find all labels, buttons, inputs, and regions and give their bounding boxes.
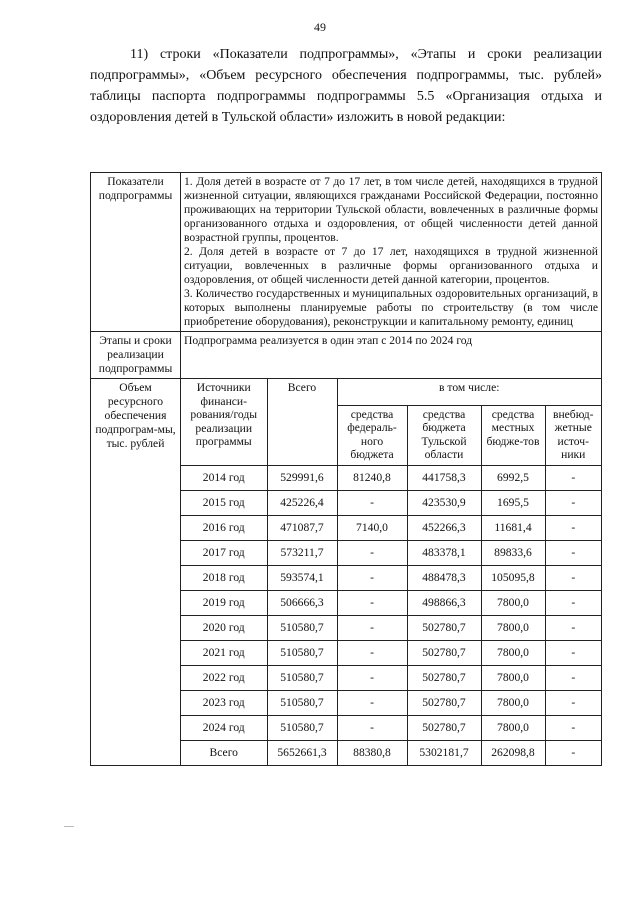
finance-cell-year: 2022 год: [181, 665, 267, 690]
federal-header: средства федераль-ного бюджета: [337, 405, 407, 465]
finance-cell-extra: -: [545, 490, 601, 515]
finance-row: [181, 615, 601, 640]
extra-header: внебюд-жетные источ-ники: [545, 405, 601, 465]
indicator-item: 1. Доля детей в возрасте от 7 до 17 лет, в том числе детей, находящихся в трудной жизненной ситуации, являющихся гражданами Российской Федерации, постоянно проживающих на территории Тульской области, вовлеченных в различные формы организованного отдыха и оздоровления, от общей численности детей данной возрастной группы, процентов.: [184, 175, 598, 244]
finance-cell-extra: -: [545, 540, 601, 565]
finance-cell-year: Всего: [181, 740, 267, 765]
finance-cell-federal: 81240,8: [337, 465, 407, 490]
finance-cell-local: 7800,0: [481, 690, 545, 715]
finance-cell-regional: 502780,7: [407, 690, 481, 715]
finance-row: [181, 465, 601, 490]
finance-cell-extra: -: [545, 565, 601, 590]
finance-cell-extra: -: [545, 590, 601, 615]
finance-cell-year: 2019 год: [181, 590, 267, 615]
finance-cell-local: 6992,5: [481, 465, 545, 490]
finance-cell-local: 105095,8: [481, 565, 545, 590]
finance-cell-total: 593574,1: [267, 565, 337, 590]
finance-cell-year: 2017 год: [181, 540, 267, 565]
finance-cell-total: 573211,7: [267, 540, 337, 565]
finance-header-row: [181, 379, 601, 405]
finance-cell-extra: -: [545, 640, 601, 665]
finance-cell-year: 2015 год: [181, 490, 267, 515]
finance-cell-federal: 7140,0: [337, 515, 407, 540]
finance-cell-year: 2024 год: [181, 715, 267, 740]
regional-header: средства бюджета Тульской области: [407, 405, 481, 465]
finance-cell-federal: -: [337, 715, 407, 740]
finance-cell-year: 2021 год: [181, 640, 267, 665]
finance-cell-total: 510580,7: [267, 640, 337, 665]
intro-paragraph: 11) строки «Показатели подпрограммы», «Этапы и сроки реализации подпрограммы», «Объем ресурсного обеспечения подпрограммы, тыс. рублей» таблицы паспорта подпрограммы подпрограммы 5.5 «Организация отдыха и оздоровления детей в Тульской области» изложить в новой редакции:: [90, 47, 602, 125]
finance-row: [181, 540, 601, 565]
finance-cell-federal: -: [337, 640, 407, 665]
finance-cell-regional: 502780,7: [407, 665, 481, 690]
finance-cell-regional: 441758,3: [407, 465, 481, 490]
finance-cell-regional: 423530,9: [407, 490, 481, 515]
indicator-item: 3. Количество государственных и муниципальных оздоровительных организаций, в которых выполнены планируемые работы по строительству (в том числе приобретение оборудования), реконструкции и капитальному ремонту, единиц: [184, 287, 598, 328]
local-header: средства местных бюдже-тов: [481, 405, 545, 465]
scan-mark: [64, 826, 74, 827]
finance-row: [181, 490, 601, 515]
finance-cell-local: 7800,0: [481, 590, 545, 615]
finance-cell-federal: -: [337, 490, 407, 515]
finance-cell-extra: -: [545, 515, 601, 540]
finance-cell-regional: 502780,7: [407, 715, 481, 740]
finance-cell-federal: -: [337, 565, 407, 590]
finance-cell-total: 529991,6: [267, 465, 337, 490]
finance-cell-total: 510580,7: [267, 615, 337, 640]
finance-cell-local: 7800,0: [481, 715, 545, 740]
finance-cell-extra: -: [545, 465, 601, 490]
finance-cell-regional: 502780,7: [407, 615, 481, 640]
indicators-row: [91, 173, 602, 332]
finance-cell-local: 7800,0: [481, 665, 545, 690]
finance-row: [181, 715, 601, 740]
passport-table: [90, 172, 602, 766]
volume-cell: [181, 379, 602, 766]
finance-cell-year: 2020 год: [181, 615, 267, 640]
finance-cell-federal: 88380,8: [337, 740, 407, 765]
finance-cell-local: 11681,4: [481, 515, 545, 540]
including-header: в том числе:: [337, 379, 601, 405]
finance-cell-federal: -: [337, 690, 407, 715]
finance-cell-local: 89833,6: [481, 540, 545, 565]
finance-cell-local: 262098,8: [481, 740, 545, 765]
finance-cell-regional: 488478,3: [407, 565, 481, 590]
finance-row: [181, 665, 601, 690]
finance-row: [181, 740, 601, 765]
finance-cell-extra: -: [545, 690, 601, 715]
finance-cell-total: 425226,4: [267, 490, 337, 515]
stages-label: Этапы и сроки реализации подпрограммы: [91, 332, 181, 379]
finance-cell-regional: 502780,7: [407, 640, 481, 665]
total-header: Всего: [267, 379, 337, 465]
finance-cell-year: 2023 год: [181, 690, 267, 715]
finance-cell-year: 2014 год: [181, 465, 267, 490]
finance-cell-total: 5652661,3: [267, 740, 337, 765]
finance-row: [181, 590, 601, 615]
finance-row: [181, 515, 601, 540]
volume-label: Объем ресурсного обеспечения подпрограм-мы, тыс. рублей: [91, 379, 181, 766]
indicators-text: [181, 173, 602, 332]
finance-cell-federal: -: [337, 615, 407, 640]
finance-cell-extra: -: [545, 615, 601, 640]
stages-row: [91, 332, 602, 379]
finance-cell-year: 2016 год: [181, 515, 267, 540]
source-header: Источники финанси-рования/годы реализации программы: [181, 379, 267, 465]
finance-cell-federal: -: [337, 590, 407, 615]
finance-body: [181, 465, 601, 765]
finance-cell-total: 471087,7: [267, 515, 337, 540]
finance-table: [181, 379, 601, 765]
finance-cell-total: 510580,7: [267, 715, 337, 740]
finance-row: [181, 565, 601, 590]
finance-cell-federal: -: [337, 540, 407, 565]
finance-cell-regional: 483378,1: [407, 540, 481, 565]
finance-cell-regional: 5302181,7: [407, 740, 481, 765]
stages-text: Подпрограмма реализуется в один этап с 2014 по 2024 год: [181, 332, 602, 379]
finance-cell-extra: -: [545, 715, 601, 740]
finance-cell-local: 1695,5: [481, 490, 545, 515]
page-number: 49: [314, 20, 326, 34]
volume-row: [91, 379, 602, 766]
indicators-label: Показатели подпрограммы: [91, 173, 181, 332]
finance-cell-local: 7800,0: [481, 615, 545, 640]
finance-row: [181, 640, 601, 665]
finance-cell-federal: -: [337, 665, 407, 690]
finance-cell-extra: -: [545, 740, 601, 765]
finance-row: [181, 690, 601, 715]
finance-cell-total: 506666,3: [267, 590, 337, 615]
indicator-item: 2. Доля детей в возрасте от 7 до 17 лет, находящихся в трудной жизненной ситуации, вовлеченных в различные формы организованного отдыха и оздоровления, от общей численности детей данной категории, процентов.: [184, 245, 598, 286]
finance-cell-total: 510580,7: [267, 690, 337, 715]
finance-cell-regional: 452266,3: [407, 515, 481, 540]
finance-cell-regional: 498866,3: [407, 590, 481, 615]
finance-cell-extra: -: [545, 665, 601, 690]
finance-cell-local: 7800,0: [481, 640, 545, 665]
finance-cell-year: 2018 год: [181, 565, 267, 590]
finance-cell-total: 510580,7: [267, 665, 337, 690]
